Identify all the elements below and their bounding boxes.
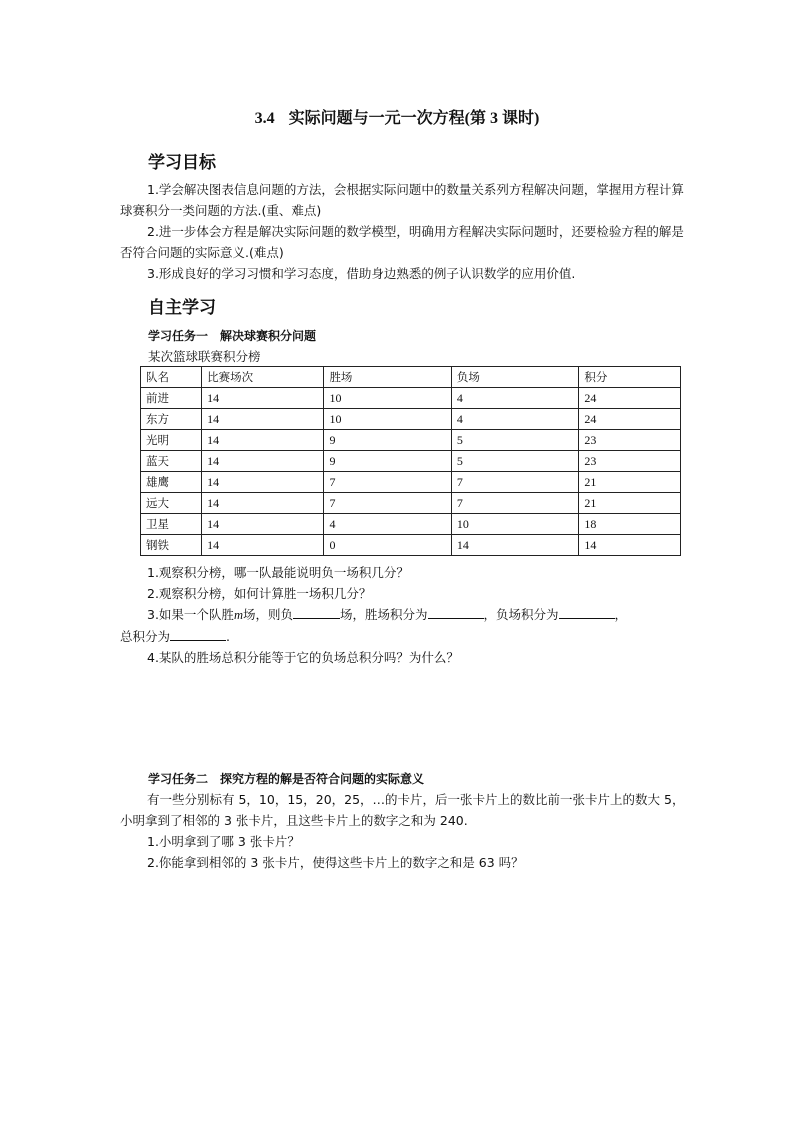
- games-cell: 14: [202, 451, 324, 472]
- points-cell: 23: [579, 451, 681, 472]
- table-caption: 某次篮球联赛积分榜: [148, 349, 261, 364]
- team-name-cell: 蓝天: [141, 451, 202, 472]
- wins-cell: 9: [324, 451, 451, 472]
- games-cell: 14: [202, 430, 324, 451]
- answer-blank[interactable]: [428, 606, 484, 619]
- q3-part: 总积分为: [120, 629, 171, 644]
- points-cell: 23: [579, 430, 681, 451]
- q3-part: .: [226, 629, 230, 644]
- table-row: [141, 535, 681, 556]
- task1-questions: [120, 562, 686, 668]
- games-cell: 14: [202, 409, 324, 430]
- table-row: [141, 451, 681, 472]
- task2-intro: 有一些分别标有 5，10，15，20，25，…的卡片，后一张卡片上的数比前一张卡片上的数大 5，小明拿到了相邻的 3 张卡片，且这些卡片上的数字之和为 240.: [120, 792, 685, 828]
- question-2: 2.观察积分榜，如何计算胜一场积几分？: [147, 586, 372, 601]
- wins-cell: 10: [324, 388, 451, 409]
- games-cell: 14: [202, 388, 324, 409]
- losses-cell: 7: [451, 472, 578, 493]
- section-number: 3.4: [254, 110, 275, 127]
- header-cell: 积分: [579, 367, 681, 388]
- objective-item: 2.进一步体会方程是解决实际问题的数学模型，明确用方程解决实际问题时，还要检验方程的解是否符合问题的实际意义.(难点): [120, 224, 684, 260]
- table-header-row: [141, 367, 681, 388]
- losses-cell: 10: [451, 514, 578, 535]
- answer-blank[interactable]: [559, 606, 615, 619]
- games-cell: 14: [202, 472, 324, 493]
- losses-cell: 5: [451, 451, 578, 472]
- standings-table: [140, 366, 681, 556]
- wins-cell: 10: [324, 409, 451, 430]
- question-1: 1.观察积分榜，哪一队最能说明负一场积几分？: [147, 565, 409, 580]
- header-cell: 队名: [141, 367, 202, 388]
- losses-cell: 4: [451, 409, 578, 430]
- losses-cell: 14: [451, 535, 578, 556]
- task2-title: 学习任务二 探究方程的解是否符合问题的实际意义: [148, 772, 425, 786]
- q3-part: ，: [614, 607, 628, 622]
- self-study-heading: 自主学习: [148, 298, 216, 318]
- table-row: [141, 388, 681, 409]
- team-name-cell: 光明: [141, 430, 202, 451]
- team-name-cell: 远大: [141, 493, 202, 514]
- header-cell: 负场: [451, 367, 578, 388]
- variable-m: m: [233, 608, 243, 622]
- losses-cell: 7: [451, 493, 578, 514]
- table-row: [141, 514, 681, 535]
- objective-item: 3.形成良好的学习习惯和学习态度，借助身边熟悉的例子认识数学的应用价值.: [147, 266, 576, 281]
- table-row: [141, 430, 681, 451]
- games-cell: 14: [202, 493, 324, 514]
- task2-body: [120, 789, 686, 873]
- points-cell: 24: [579, 409, 681, 430]
- q3-part: 3.如果一个队胜: [147, 607, 234, 622]
- wins-cell: 7: [324, 472, 451, 493]
- games-cell: 14: [202, 535, 324, 556]
- team-name-cell: 东方: [141, 409, 202, 430]
- task2-question-2: 2.你能拿到相邻的 3 张卡片，使得这些卡片上的数字之和是 63 吗？: [147, 855, 524, 870]
- wins-cell: 7: [324, 493, 451, 514]
- table-row: [141, 472, 681, 493]
- points-cell: 21: [579, 472, 681, 493]
- losses-cell: 5: [451, 430, 578, 451]
- page-title: [0, 105, 794, 128]
- wins-cell: 0: [324, 535, 451, 556]
- question-3: [120, 604, 686, 626]
- points-cell: 21: [579, 493, 681, 514]
- team-name-cell: 卫星: [141, 514, 202, 535]
- objective-item: 1.学会解决图表信息问题的方法，会根据实际问题中的数量关系列方程解决问题，掌握用方程计算球赛积分一类问题的方法.(重、难点): [120, 182, 684, 218]
- header-cell: 比赛场次: [202, 367, 324, 388]
- title-text: 实际问题与一元一次方程(第 3 课时): [288, 110, 540, 127]
- objectives-list: [120, 179, 686, 284]
- points-cell: 18: [579, 514, 681, 535]
- team-name-cell: 钢铁: [141, 535, 202, 556]
- question-3-cont: [120, 626, 686, 647]
- answer-blank[interactable]: [170, 628, 226, 641]
- header-cell: 胜场: [324, 367, 451, 388]
- answer-blank[interactable]: [293, 606, 340, 619]
- table-row: [141, 493, 681, 514]
- wins-cell: 4: [324, 514, 451, 535]
- q3-part: 场，则负: [242, 607, 293, 622]
- losses-cell: 4: [451, 388, 578, 409]
- question-4: 4.某队的胜场总积分能等于它的负场总积分吗？为什么？: [147, 650, 459, 665]
- games-cell: 14: [202, 514, 324, 535]
- task2-question-1: 1.小明拿到了哪 3 张卡片？: [147, 834, 300, 849]
- wins-cell: 9: [324, 430, 451, 451]
- points-cell: 24: [579, 388, 681, 409]
- q3-part: 场，胜场积分为: [339, 607, 428, 622]
- team-name-cell: 雄鹰: [141, 472, 202, 493]
- team-name-cell: 前进: [141, 388, 202, 409]
- task1-title: 学习任务一 解决球赛积分问题: [148, 329, 317, 343]
- objectives-heading: 学习目标: [148, 153, 216, 173]
- q3-part: ，负场积分为: [483, 607, 559, 622]
- points-cell: 14: [579, 535, 681, 556]
- table-row: [141, 409, 681, 430]
